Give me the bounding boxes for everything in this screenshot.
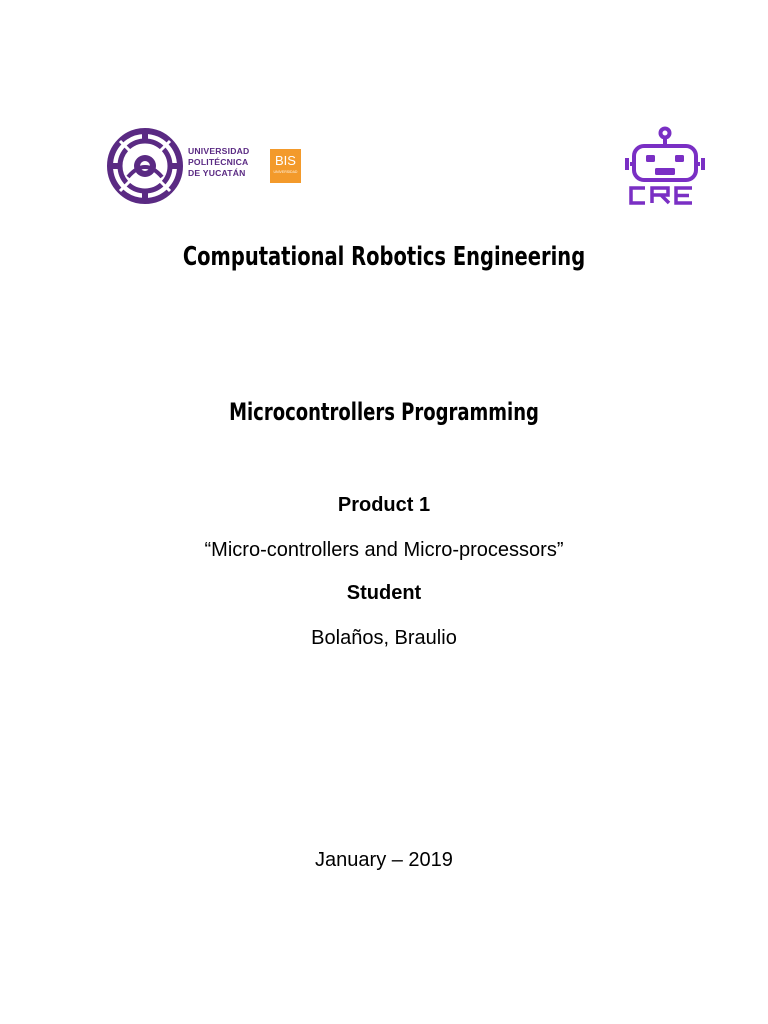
university-name-line-3: DE YUCATÁN [188, 168, 246, 178]
university-logo [106, 127, 306, 207]
product-label: Product 1 [337, 494, 431, 516]
course-title: Microcontrollers Programming [229, 398, 539, 426]
product-title: “Micro-controllers and Micro-processors” [204, 539, 564, 561]
document-date: January – 2019 [315, 849, 453, 871]
bis-badge-text: BIS [275, 153, 296, 168]
university-emblem-icon [106, 127, 184, 205]
bis-badge [270, 149, 301, 183]
cre-robot-logo [624, 126, 706, 208]
university-name-line-2: POLITÉCNICA [188, 157, 249, 167]
student-name: Bolaños, Braulio [311, 627, 457, 649]
student-label: Student [346, 582, 422, 604]
program-title: Computational Robotics Engineering [182, 242, 586, 272]
bis-badge-subtext: UNIVERSIDAD [273, 170, 298, 174]
university-name [188, 146, 272, 179]
university-name-line-1: UNIVERSIDAD [188, 146, 250, 156]
